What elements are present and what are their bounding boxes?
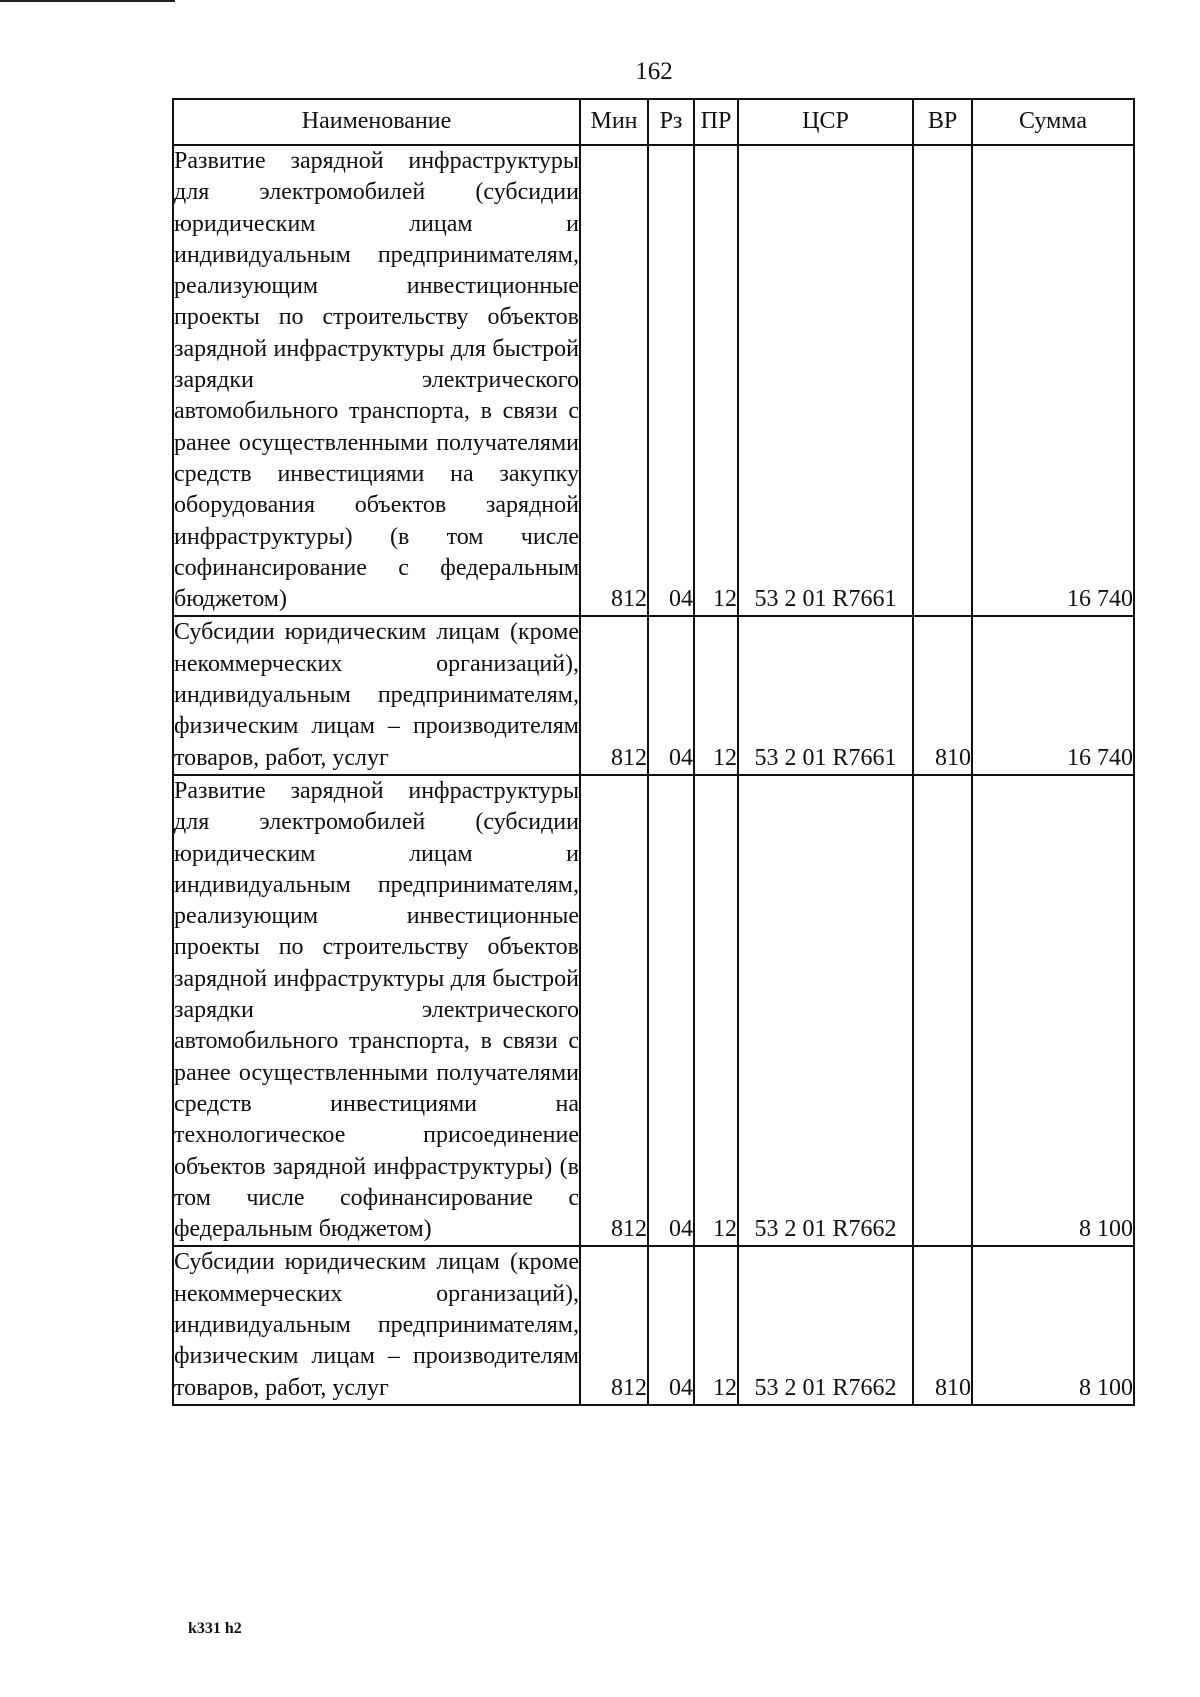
page-number: 162 (635, 58, 673, 85)
row-csr: 53 2 01 R7662 (738, 775, 913, 1246)
budget-table (172, 98, 1135, 1406)
header-rz: Рз (648, 99, 694, 145)
table-header-row (173, 99, 1134, 145)
footer-code: k331 h2 (188, 1620, 242, 1637)
scan-corner-line (0, 0, 175, 2)
row-name: Субсидии юридическим лицам (кроме некоммерческих организаций), индивидуальным предпринимателям, физическим лицам – производителям товаров, работ, услуг (173, 616, 580, 774)
table-row (173, 145, 1134, 616)
row-vr (913, 145, 972, 616)
row-sum: 16 740 (972, 616, 1134, 774)
row-min: 812 (580, 616, 648, 774)
row-sum: 16 740 (972, 145, 1134, 616)
row-pr: 12 (694, 775, 738, 1246)
row-rz: 04 (648, 616, 694, 774)
row-rz: 04 (648, 1246, 694, 1404)
row-pr: 12 (694, 1246, 738, 1404)
row-rz: 04 (648, 145, 694, 616)
row-pr: 12 (694, 616, 738, 774)
row-name: Субсидии юридическим лицам (кроме некоммерческих организаций), индивидуальным предпринимателям, физическим лицам – производителям товаров, работ, услуг (173, 1246, 580, 1404)
row-min: 812 (580, 145, 648, 616)
header-name: Наименование (173, 99, 580, 145)
row-vr: 810 (913, 1246, 972, 1404)
row-min: 812 (580, 775, 648, 1246)
table-row (173, 775, 1134, 1246)
header-sum: Сумма (972, 99, 1134, 145)
row-pr: 12 (694, 145, 738, 616)
table-row (173, 1246, 1134, 1404)
row-vr (913, 775, 972, 1246)
row-rz: 04 (648, 775, 694, 1246)
header-csr: ЦСР (738, 99, 913, 145)
row-name: Развитие зарядной инфраструктуры для электромобилей (субсидии юридическим лицам и индивидуальным предпринимателям, реализующим инвестиционные проекты по строительству объектов зарядной инфраструктуры для быстрой зарядки электрического автомобильного транспорта, в связи с ранее осуществленными получателями средств инвестициями на технологическое присоединение объектов зарядной инфраструктуры) (в том числе софинансирование с федеральным бюджетом) (173, 775, 580, 1246)
table-row (173, 616, 1134, 774)
row-min: 812 (580, 1246, 648, 1404)
row-csr: 53 2 01 R7662 (738, 1246, 913, 1404)
header-vr: ВР (913, 99, 972, 145)
row-name: Развитие зарядной инфраструктуры для электромобилей (субсидии юридическим лицам и индивидуальным предпринимателям, реализующим инвестиционные проекты по строительству объектов зарядной инфраструктуры для быстрой зарядки электрического автомобильного транспорта, в связи с ранее осуществленными получателями средств инвестициями на закупку оборудования объектов зарядной инфраструктуры) (в том числе софинансирование с федеральным бюджетом) (173, 145, 580, 616)
header-min: Мин (580, 99, 648, 145)
header-pr: ПР (694, 99, 738, 145)
row-sum: 8 100 (972, 1246, 1134, 1404)
row-sum: 8 100 (972, 775, 1134, 1246)
row-csr: 53 2 01 R7661 (738, 145, 913, 616)
row-vr: 810 (913, 616, 972, 774)
row-csr: 53 2 01 R7661 (738, 616, 913, 774)
